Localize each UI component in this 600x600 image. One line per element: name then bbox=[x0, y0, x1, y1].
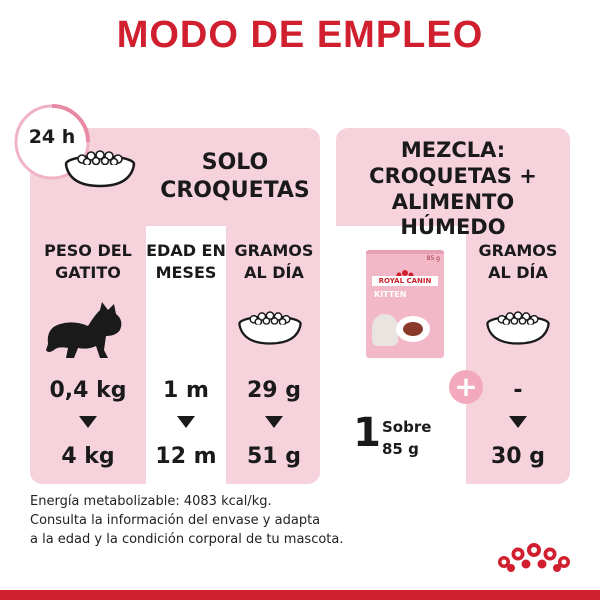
age-from: 1 m bbox=[163, 378, 209, 403]
energy-note: Energía metabolizable: 4083 kcal/kg. bbox=[30, 494, 272, 509]
down-arrow-icon bbox=[265, 416, 283, 428]
grams-to: 51 g bbox=[246, 444, 302, 469]
sachet-count: 1 bbox=[353, 410, 381, 456]
info-note-line1: Consulta la información del envase y adapta bbox=[30, 513, 321, 528]
down-arrow-icon bbox=[177, 416, 195, 428]
sachet-unit-line1: Sobre bbox=[382, 418, 432, 436]
col-grams-line2: AL DÍA bbox=[244, 263, 304, 282]
down-arrow-icon bbox=[509, 416, 527, 428]
info-note-line2: a la edad y la condición corporal de tu mascota. bbox=[30, 532, 344, 547]
mezcla-heading-line3: ALIMENTO HÚMEDO bbox=[391, 190, 515, 239]
kitten-silhouette-icon bbox=[44, 300, 128, 362]
col-weight-line1: PESO DEL bbox=[44, 241, 132, 260]
mezcla-heading-line2: CROQUETAS + bbox=[369, 164, 537, 188]
mezcla-heading-line1: MEZCLA: bbox=[400, 138, 506, 162]
pouch-weight: 85 g bbox=[426, 255, 440, 262]
col-age-line2: MESES bbox=[155, 263, 217, 282]
mezcla-grams-to: 30 g bbox=[490, 444, 546, 469]
crown-icon bbox=[395, 264, 415, 274]
pouch-label: KITTEN bbox=[374, 290, 407, 299]
solo-heading-line1: SOLO bbox=[201, 150, 269, 175]
kibble-bowl-icon bbox=[482, 310, 554, 350]
sachet-unit-line2: 85 g bbox=[382, 440, 419, 458]
food-bowl-photo bbox=[396, 316, 430, 342]
weight-to: 4 kg bbox=[61, 444, 115, 469]
food-pouch-image bbox=[366, 250, 444, 358]
col-weight-line2: GATITO bbox=[55, 263, 121, 282]
royal-canin-crown-logo bbox=[494, 532, 574, 576]
down-arrow-icon bbox=[79, 416, 97, 428]
solo-heading-line2: CROQUETAS bbox=[160, 178, 310, 203]
kibble-bowl-icon bbox=[60, 150, 140, 192]
col-grams-line2: AL DÍA bbox=[488, 263, 548, 282]
weight-from: 0,4 kg bbox=[49, 378, 127, 403]
bottom-brand-bar bbox=[0, 590, 600, 600]
mezcla-grams-from: - bbox=[513, 378, 523, 403]
plus-sign: + bbox=[454, 370, 478, 403]
col-age-line1: EDAD EN bbox=[146, 241, 226, 260]
age-to: 12 m bbox=[155, 444, 217, 469]
grams-from: 29 g bbox=[246, 378, 302, 403]
kibble-bowl-icon bbox=[234, 310, 306, 350]
cat-photo bbox=[372, 314, 398, 346]
page-title: MODO DE EMPLEO bbox=[116, 14, 484, 56]
col-grams-line1: GRAMOS bbox=[478, 241, 558, 260]
col-grams-line1: GRAMOS bbox=[234, 241, 314, 260]
clock-label: 24 h bbox=[28, 126, 76, 148]
pouch-brand: ROYAL CANIN bbox=[372, 276, 438, 286]
